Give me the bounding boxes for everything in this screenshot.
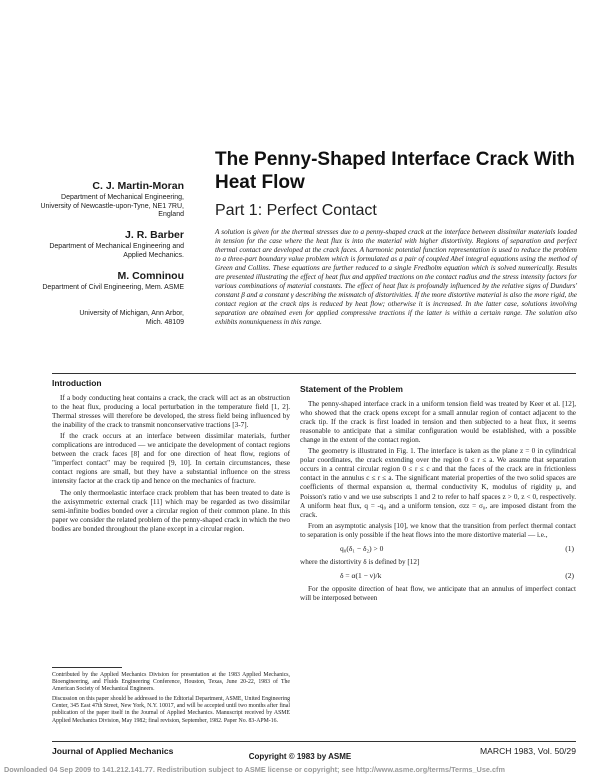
copyright-notice: Copyright © 1983 by ASME	[248, 752, 352, 761]
paragraph: The geometry is illustrated in Fig. 1. The interface is taken as the plane z = 0 in cylindrical polar coordinates, the crack extending over the region 0 ≤ r ≤ a. We assume that separation occurs in a central circular region 0 ≤ r ≤ c and that the faces of the crack are in frictionless contact in the annulus c ≤ r ≤ a. The significant material properties of the two solid spaces are coefficients of thermal expansion α, thermal conductivity K, modulus of rigidity μ, and Poisson's ratio ν and we use subscripts 1 and 2 to refer to half spaces z > 0, z < 0, respectively. A uniform heat flux, q = -q₀ and a uniform tension, σzz = σ₀, are imposed distant from the crack.	[300, 447, 576, 519]
journal-name: Journal of Applied Mechanics	[52, 746, 174, 756]
author-name: J. R. Barber	[125, 229, 184, 241]
author-name: M. Comninou	[117, 270, 184, 282]
equation-number: (2)	[565, 571, 574, 581]
equation-body: q₀(δ₁ − δ₂) > 0	[340, 544, 384, 554]
statement-section	[300, 385, 576, 605]
introduction-section	[52, 379, 290, 536]
issue-info: MARCH 1983, Vol. 50/29	[479, 746, 576, 756]
paragraph: For the opposite direction of heat flow, we anticipate that an annulus of imperfect contact will be interposed between	[300, 584, 576, 602]
footer-rule	[52, 741, 576, 742]
paragraph: where the distortivity δ is defined by [12]	[300, 557, 420, 566]
section-heading: Statement of the Problem	[300, 384, 403, 394]
equation-body: δ = α(1 − ν)/k	[340, 571, 382, 581]
paper-title: The Penny-Shaped Interface Crack With Heat Flow	[215, 149, 575, 193]
paragraph: The only thermoelastic interface crack problem that has been treated to date is the axisymmetric external crack [11] which may be regarded as two dissimilar semi-infinite bodies bonded over a circular region of their common plane. In this paper we consider the related problem of the penny-shaped crack in which the two bodies are bonded throughout the plane except in a circular region.	[52, 488, 290, 533]
author-affiliation: Department of Mechanical Engineering, University of Newcastle-upon-Tyne, NE1 7RU, England	[40, 194, 184, 218]
abstract: A solution is given for the thermal stresses due to a penny-shaped crack at the interface between dissimilar materials loaded in tension for the case where the heat flux is into the material with higher distortivity. Regions of separation and perfect thermal contact are developed at the crack faces. A harmonic potential function representation is used to reduce the problem to a three-part boundary value problem which is formulated as a pair of coupled Abel integral equations using the method of Green and Collins. These equations are further reduced to a single Fredholm equation which is solved numerically. Results are presented illustrating the effect of heat flux and applied tractions on the contact radius and the stress intensity factors for various combinations of material constants. The effect of heat flux is profoundly influenced by the relative signs of Dundurs' constant β and a constant γ describing the mismatch of distortivities. If the more distortive material is also the more rigid, the contact region at the crack tips is reduced by heat flow; otherwise it is increased. In the latter case, solutions involving separation are obtained even for applied compressive tractions if the latter is within a certain range. The solution also exhibits nonuniqueness in this range.	[215, 228, 577, 327]
paragraph: From an asymptotic analysis [10], we know that the transition from perfect thermal contact to separation is only possible if the heat flows into the more distortive material — i.e.,	[300, 521, 576, 539]
paragraph: If the crack occurs at an interface between dissimilar materials, further complications are introduced — we anticipate the development of contact regions between the crack faces [8] and for one direction of heat flow, regions of "imperfect contact" may be required [9, 10]. In certain circumstances, these contact regions are small, but they have a substantial influence on the stress intensity factor at the crack tip and hence on the mechanics of fracture.	[52, 432, 290, 486]
author-affiliation: Department of Civil Engineering, Mem. ASME	[42, 284, 184, 291]
author-name: C. J. Martin-Moran	[92, 180, 184, 192]
paper-subtitle: Part 1: Perfect Contact	[215, 202, 377, 219]
footnote: Discussion on this paper should be addressed to the Editorial Department, ASME, United Engineering Center, 345 East 47th Street, New York, N.Y. 10017, and will be accepted until two months after final publication of the paper itself in the Journal of Applied Mechanics. Manuscript received by ASME Applied Mechanics Division, May 1982; final revision, September, 1982. Paper No. 83-APM-16.	[52, 696, 290, 724]
section-divider	[52, 373, 576, 374]
equation-number: (1)	[565, 544, 574, 554]
footnote: Contributed by the Applied Mechanics Division for presentation at the 1983 Applied Mechanics, Bioengineering, and Fluids Engineering Conference, Houston, Texas, June 20-22, 1983 of The American Society of Mechanical Engineers.	[52, 672, 290, 693]
author-affiliation: Department of Mechanical Engineering and Applied Mechanics.	[49, 243, 184, 259]
section-heading: Introduction	[52, 378, 102, 388]
equation-2	[300, 569, 576, 583]
footnote-rule	[52, 667, 122, 668]
footnotes	[52, 672, 290, 728]
author-affiliation: University of Michigan, Ann Arbor, Mich. 48109	[79, 310, 184, 326]
equation-1	[300, 542, 576, 556]
paragraph: The penny-shaped interface crack in a uniform tension field was treated by Keer et al. [12], who showed that the crack opens except for a small annular region of contact adjacent to the crack tip. If the crack is first loaded in tension and then subjected to a heat flux, it seems reasonable to anticipate that a similar configuration would be established, with a possible change in the extent of the contact region.	[300, 400, 576, 445]
download-notice: Downloaded 04 Sep 2009 to 141.212.141.77. Redistribution subject to ASME license or copyright; see http://www.asme.org/terms/Terms_Use.cfm	[4, 765, 505, 774]
paragraph: If a body conducting heat contains a crack, the crack will act as an obstruction to the heat flux, producing a local perturbation in the temperature field [1, 2]. Thermal stresses will therefore be developed, the stress field being influenced by the inability of the crack to transmit nonconservative tractions [3-7].	[52, 394, 290, 430]
